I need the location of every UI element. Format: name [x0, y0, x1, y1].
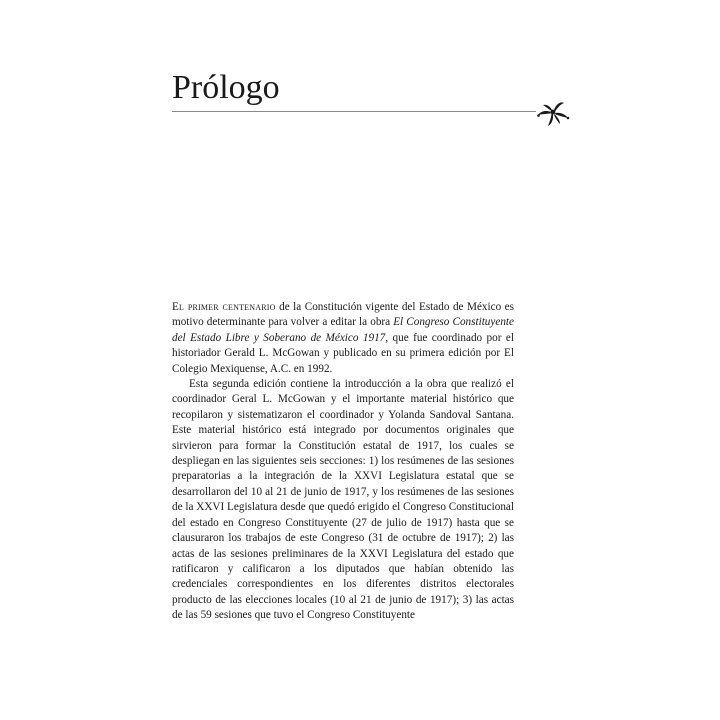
- floral-ornament-icon: [535, 97, 571, 129]
- page-title: Prólogo: [172, 69, 280, 106]
- paragraph-2: Esta segunda edición contiene la introducción a la obra que realizó el coordinador Geral L. McGowan y el importante material histórico que recopilaron y sistematizaron el coordinador y Yolanda Sandoval Santana. Este material histórico está integrado por documentos originales que sirvieron para formar la Constitución estatal de 1917, los cuales se despliegan en las siguientes seis secciones: 1) los resúmenes de las sesiones preparatorias a la integración de la XXVI Legislatura estatal que se desarrollaron del 10 al 21 de junio de 1917, y los resúmenes de las sesiones de la XXVI Legislatura desde que quedó erigido el Congreso Constitucional del estado en Congreso Constituyente (27 de julio de 1917) hasta que se clausuraron los trabajos de este Congreso (31 de octubre de 1917); 2) las actas de las sesiones preliminares de la XXVI Legislatura del estado que ratificaron y calificaron a los diputados que habían obtenido las credenciales correspondientes en los diferentes distritos electorales producto de las elecciones locales (10 al 21 de junio de 1917); 3) las actas de las 59 sesiones que tuvo el Congreso Constituyente: [172, 378, 514, 622]
- paragraph-1: [172, 300, 514, 377]
- title-rule: [172, 111, 536, 112]
- book-title-italic: El Congreso Constituyente del Estado Libre y Soberano de México 1917,: [172, 316, 515, 344]
- lead-small-caps: El primer centenario: [172, 301, 276, 313]
- paragraph-1-text-a: de la Constitución vigente del Estado de México es motivo determinante para volver a editar la obra: [172, 301, 514, 329]
- body-text: [172, 300, 514, 624]
- paragraph-1-text-b: que fue coordinado por el historiador Gerald L. McGowan y publicado en su primera edición por El Colegio Mexiquense, A.C. en 1992.: [172, 331, 514, 375]
